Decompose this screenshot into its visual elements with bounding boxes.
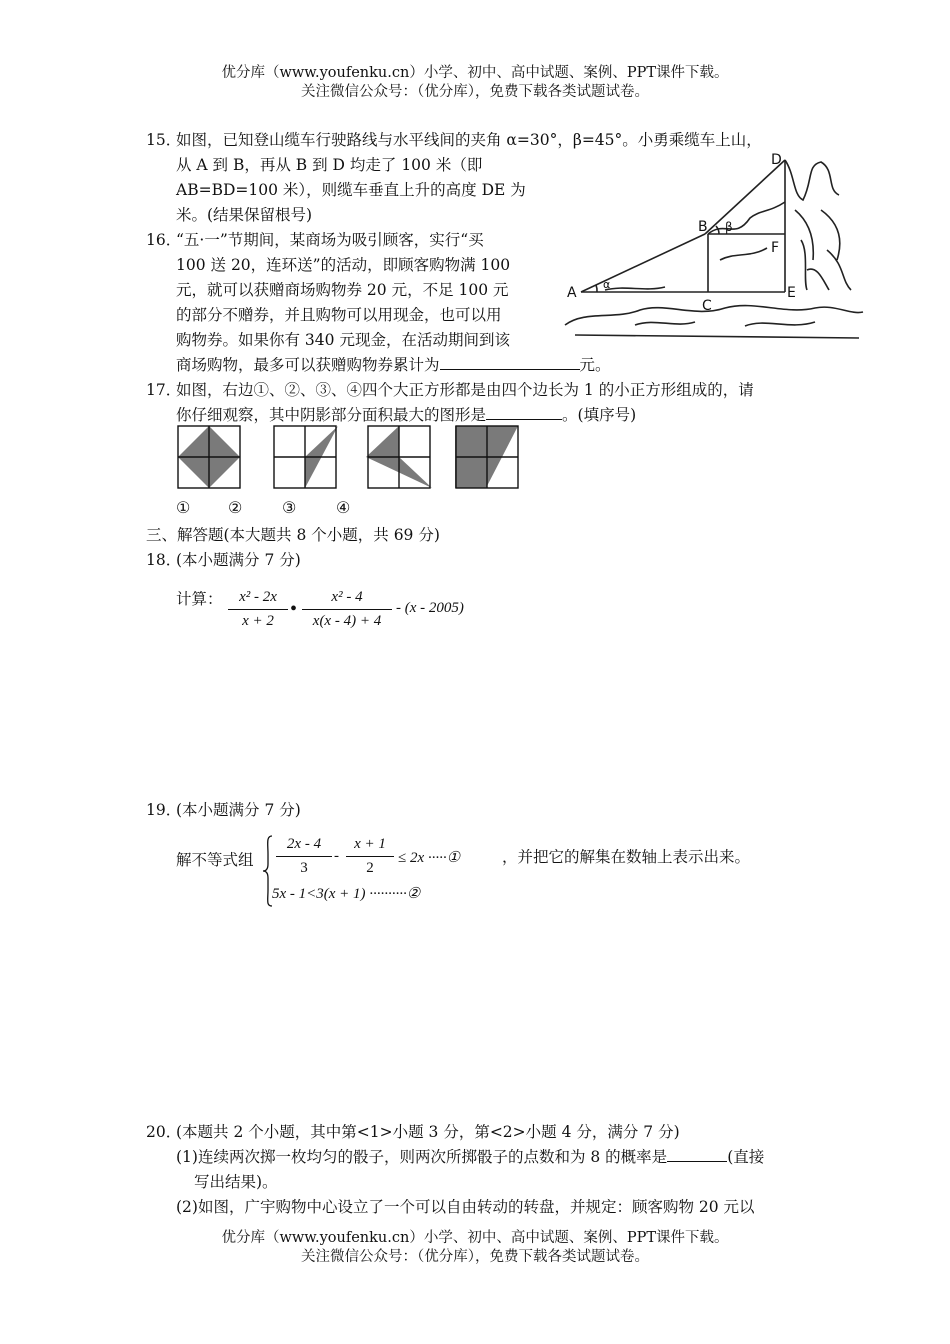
label-B: B (698, 219, 708, 235)
ineq-fraction-1-numerator: 2x - 4 (286, 836, 322, 852)
question-text: 如图，已知登山缆车行驶路线与水平线间的夹角 α=30°，β=45°。小勇乘缆车上山， (176, 131, 762, 149)
question-text: (直接 (727, 1148, 765, 1166)
cable-car-figure (545, 140, 865, 345)
caption-4: ④ (336, 498, 351, 517)
fraction-2-denominator: x(x - 4) + 4 (312, 613, 382, 629)
inequality-2: 5x - 1<3(x + 1) ··········② (272, 886, 421, 902)
label-F: F (771, 240, 780, 256)
label-alpha: α (603, 278, 611, 291)
question-number: 15． (146, 131, 182, 149)
question-text: 购物券。如果你有 340 元现金，在活动期间到该 (176, 331, 510, 349)
question-text: 商场购物，最多可以获赠购物券累计为 (176, 356, 440, 374)
fraction-1-denominator: x + 2 (242, 613, 274, 629)
question-number: 18． (146, 551, 182, 569)
question-text: 你仔细观察，其中阴影部分面积最大的图形是 (176, 406, 487, 424)
expression-tail: - (x - 2005) (396, 600, 464, 616)
question-text: 如图，右边①、②、③、④四个大正方形都是由四个边长为 1 的小正方形组成的，请 (176, 381, 754, 399)
question-text: “五·一”节期间，某商场为吸引顾客，实行“买 (176, 231, 484, 249)
ineq-fraction-2-denominator: 2 (366, 860, 374, 876)
section-heading: 三、解答题(本大题共 8 个小题，共 69 分) (146, 526, 440, 544)
question-text: (1)连续两次掷一枚均匀的骰子，则两次所掷骰子的点数和为 8 的概率是 (176, 1148, 668, 1166)
caption-3: ③ (282, 498, 297, 517)
inequality-1-tail: ≤ 2x ·····① (398, 850, 461, 866)
question-title: (本小题满分 7 分) (176, 801, 301, 819)
caption-1: ① (176, 498, 191, 517)
label-E: E (787, 285, 796, 301)
question-text: 元，就可以获赠商场购物券 20 元，不足 100 元 (176, 281, 509, 299)
question-text: 写出结果)。 (194, 1173, 278, 1191)
question-text: 100 送 20，连环送”的活动，即顾客购物满 100 (176, 256, 511, 274)
question-title: (本小题满分 7 分) (176, 551, 301, 569)
question-title: (本题共 2 个小题，其中第<1>小题 3 分，第<2>小题 4 分，满分 7 分) (176, 1123, 680, 1141)
squares-figure (176, 424, 522, 492)
expression-label: 计算： (176, 590, 223, 608)
header-line-1: 优分库（www.youfenku.cn）小学、初中、高中试题、案例、PPT课件下载。 (221, 65, 729, 81)
ground-sketch (565, 287, 863, 338)
answer-blank[interactable] (667, 1146, 727, 1162)
alpha-arc (596, 285, 597, 292)
minus-sign: - (334, 848, 339, 864)
answer-blank[interactable] (440, 354, 580, 370)
question-number: 17． (146, 381, 182, 399)
caption-2: ② (228, 498, 243, 517)
question-text: 米。(结果保留根号) (176, 206, 313, 224)
label-beta: β (725, 220, 733, 234)
answer-blank[interactable] (486, 404, 562, 420)
instruction-text: ，并把它的解集在数轴上表示出来。 (502, 848, 751, 866)
question-text: 。(填序号) (562, 406, 637, 424)
question-text: 从 A 到 B，再从 B 到 D 均走了 100 米（即 (176, 156, 483, 174)
question-text: (2)如图，广宇购物中心设立了一个可以自由转动的转盘，并规定：顾客购物 20 元以 (176, 1198, 755, 1216)
system-label: 解不等式组 (176, 851, 254, 869)
line-AB (581, 234, 705, 292)
label-D: D (771, 152, 782, 168)
question-text: AB=BD=100 米），则缆车垂直上升的高度 DE 为 (176, 181, 526, 199)
question-text: 的部分不赠券，并且购物可以用现金，也可以用 (176, 306, 502, 324)
question-number: 16． (146, 231, 182, 249)
header-line-2: 关注微信公众号：（优分库），免费下载各类试题试卷。 (301, 84, 649, 100)
footer-line-1: 优分库（www.youfenku.cn）小学、初中、高中试题、案例、PPT课件下载。 (221, 1230, 729, 1246)
mountain-sketch (785, 160, 851, 290)
question-number: 19． (146, 801, 182, 819)
ineq-fraction-1-denominator: 3 (300, 860, 308, 876)
question-number: 20． (146, 1123, 182, 1141)
ineq-fraction-2-numerator: x + 1 (354, 836, 386, 852)
fraction-1-numerator: x² - 2x (239, 589, 277, 605)
footer-line-2: 关注微信公众号：（优分库），免费下载各类试题试卷。 (301, 1249, 649, 1265)
question-text: 元。 (579, 356, 611, 374)
fraction-2-numerator: x² - 4 (331, 589, 363, 605)
label-C: C (702, 298, 712, 314)
dot-operator: • (290, 598, 298, 620)
label-A: A (567, 285, 577, 301)
